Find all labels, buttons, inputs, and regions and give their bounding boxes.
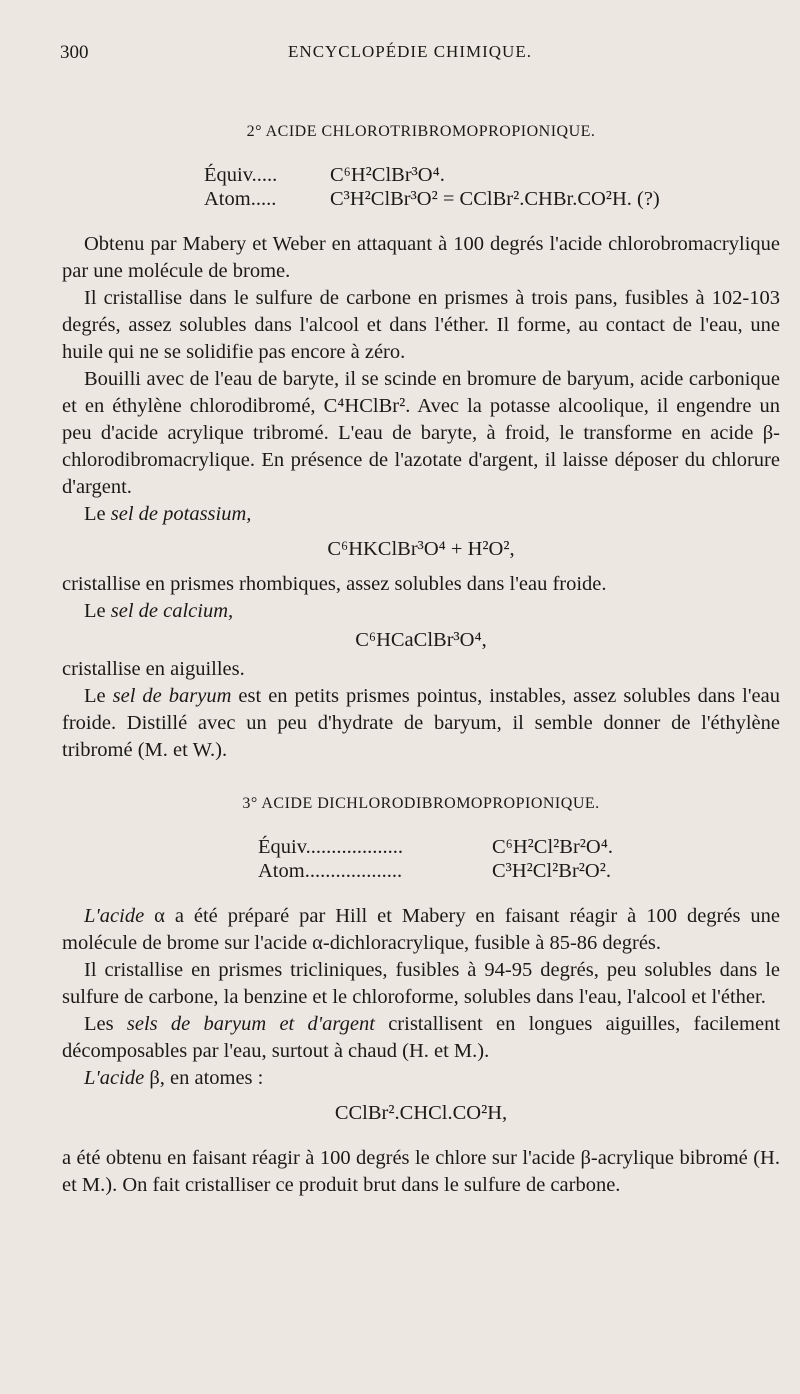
paragraph: Bouilli avec de l'eau de baryte, il se scinde en bromure de baryum, acide carbonique et en éthylène chlorodibromé, C⁴HClBr². Avec la potasse alcoolique, il engendre un peu d'acide acrylique tribromé. L'eau de baryte, à froid, le transforme en acide β-chlorodibromacrylique. En présence de l'azotate d'argent, il laisse déposer du chlorure d'argent. xyxy=(62,368,780,498)
paragraph xyxy=(62,501,780,528)
text: Le xyxy=(84,600,106,622)
formula-block xyxy=(62,835,780,883)
paragraph: a été obtenu en faisant réagir à 100 degrés le chlore sur l'acide β-acrylique bibromé (H. et M.). On fait cristalliser ce produit brut dans le sulfure de carbone. xyxy=(62,1147,780,1196)
section-title: 2° ACIDE CHLOROTRIBROMOPROPIONIQUE. xyxy=(246,123,596,140)
paragraph xyxy=(62,1065,780,1092)
formula-row-atom xyxy=(62,187,780,211)
italic-term: sel de calcium, xyxy=(110,600,234,622)
italic-term: L'acide xyxy=(84,1067,145,1089)
formula-label: Équiv..... xyxy=(204,164,278,186)
text: Le xyxy=(84,685,106,707)
formula-row-equiv xyxy=(62,835,780,859)
text: α a été préparé par Hill et Mabery en faisant réagir à 100 degrés une molécule de brome sur l'acide α-dichloracrylique, fusible à 85-86 degrés. xyxy=(62,905,780,954)
text: Le xyxy=(84,503,106,525)
formula-row-atom xyxy=(62,859,780,883)
formula-block xyxy=(62,163,780,211)
italic-term: sel de potassium, xyxy=(110,503,252,525)
paragraph: cristallise en aiguilles. xyxy=(62,658,245,680)
page-header xyxy=(60,42,760,72)
paragraph xyxy=(62,1011,780,1065)
formula-value: C⁶H²ClBr³O⁴. xyxy=(330,164,445,186)
page-body xyxy=(62,118,780,1199)
paragraph: Obtenu par Mabery et Weber en attaquant à 100 degrés l'acide chlorobromacrylique par une molécule de brome. xyxy=(62,233,780,282)
formula-label: Équiv................... xyxy=(258,836,404,858)
text: β, en atomes : xyxy=(149,1067,264,1089)
text: cristallisent en longues aiguilles, facilement décomposables par l'eau, surtout à chaud (H. et M.). xyxy=(62,1013,781,1062)
centered-formula: CClBr².CHCl.CO²H, xyxy=(334,1102,508,1124)
paragraph xyxy=(62,598,780,625)
italic-term: sel de baryum xyxy=(112,685,232,707)
centered-formula: C⁶HKClBr³O⁴ + H²O², xyxy=(327,538,515,560)
formula-label: Atom..... xyxy=(204,188,277,210)
formula-value: C⁶H²Cl²Br²O⁴. xyxy=(492,836,614,858)
formula-row-equiv xyxy=(62,163,780,187)
formula-label: Atom................... xyxy=(258,860,403,882)
running-title: ENCYCLOPÉDIE CHIMIQUE. xyxy=(288,42,532,61)
section-title: 3° ACIDE DICHLORODIBROMOPROPIONIQUE. xyxy=(242,795,600,812)
page-number: 300 xyxy=(60,42,89,63)
text: Les xyxy=(84,1013,114,1035)
centered-formula: C⁶HCaClBr³O⁴, xyxy=(355,629,487,651)
formula-value: C³H²ClBr³O² = CClBr².CHBr.CO²H. (?) xyxy=(330,188,660,210)
italic-term: sels de baryum et d'argent xyxy=(126,1013,375,1035)
paragraph: Il cristallise dans le sulfure de carbone en prismes à trois pans, fusibles à 102-103 degrés, assez solubles dans l'alcool et dans l'éther. Il forme, au contact de l'eau, une huile qui ne se solidifie pas encore à zéro. xyxy=(62,287,780,363)
text: est en petits prismes pointus, instables, assez solubles dans l'eau froide. Distillé avec un peu d'hydrate de baryum, il semble donner de l'éthylène tribromé (M. et W.). xyxy=(62,685,781,761)
paragraph: Il cristallise en prismes tricliniques, fusibles à 94-95 degrés, peu solubles dans le sulfure de carbone, la benzine et le chloroforme, solubles dans l'eau, l'alcool et l'éther. xyxy=(62,959,780,1008)
formula-value: C³H²Cl²Br²O². xyxy=(492,860,612,882)
paragraph xyxy=(62,903,780,957)
italic-term: L'acide xyxy=(84,905,145,927)
paragraph: cristallise en prismes rhombiques, assez solubles dans l'eau froide. xyxy=(62,573,607,595)
paragraph xyxy=(62,683,780,764)
